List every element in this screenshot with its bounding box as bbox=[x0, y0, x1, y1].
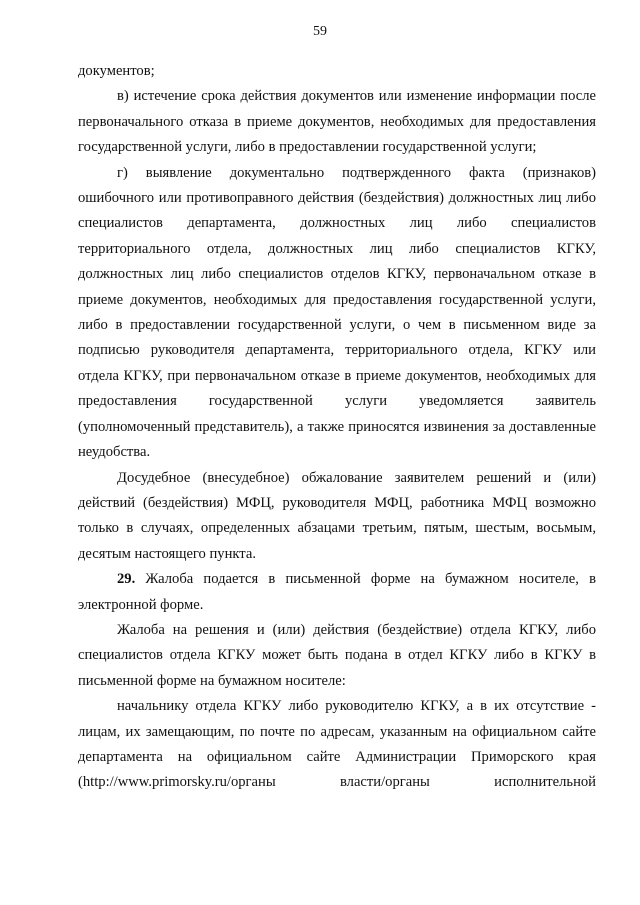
paragraph-complaint-submission: Жалоба на решения и (или) действия (бездействие) отдела КГКУ, либо специалистов отдела КГКУ может быть подана в отдел КГКУ либо в КГКУ в письменной форме на бумажном носителе: bbox=[78, 621, 596, 689]
document-body bbox=[78, 59, 596, 796]
paragraph-item-g: г) выявление документально подтвержденного факта (признаков) ошибочного или противоправного действия (бездействия) должностных лиц либо специалистов департамента, должностных лиц либо специалистов территориального отдела, должностных лиц либо специалистов КГКУ, должностных лиц либо специалистов отделов КГКУ, первоначальном отказе в приеме документов, необходимых для предоставления государственной услуги, либо в предоставлении государственной услуги, о чем в письменном виде за подписью руководителя департамента, территориального отдела, КГКУ или отдела КГКУ, при первоначальном отказе в приеме документов, необходимых для предоставления государственной услуги уведомляется заявитель (уполномоченный представитель), а также приносятся извинения за доставленные неудобства. bbox=[78, 164, 596, 461]
paragraph-addressees: начальнику отдела КГКУ либо руководителю КГКУ, а в их отсутствие - лицам, их замещающим, по почте по адресам, указанным на официальном сайте департамента на официальном сайте Администрации Приморского края (http://www.primorsky.ru/органы власти/органы исполнительной bbox=[78, 698, 596, 791]
paragraph-pre-trial-appeal: Досудебное (внесудебное) обжалование заявителем решений и (или) действий (бездействия) МФЦ, руководителя МФЦ, работника МФЦ возможно только в случаях, определенных абзацами третьим, пятым, шестым, восьмым, десятым настоящего пункта. bbox=[78, 469, 596, 562]
paragraph-section-29 bbox=[78, 567, 596, 618]
paragraph-continuation: документов; bbox=[78, 63, 155, 79]
paragraph-item-v: в) истечение срока действия документов или изменение информации после первоначального отказа в приеме документов, необходимых для предоставления государственной услуги, либо в предоставлении государственной услуги; bbox=[78, 88, 596, 156]
section-number: 29. bbox=[117, 571, 136, 588]
section-29-text: Жалоба подается в письменной форме на бумажном носителе, в электронной форме. bbox=[78, 571, 596, 613]
page-number: 59 bbox=[313, 24, 327, 39]
